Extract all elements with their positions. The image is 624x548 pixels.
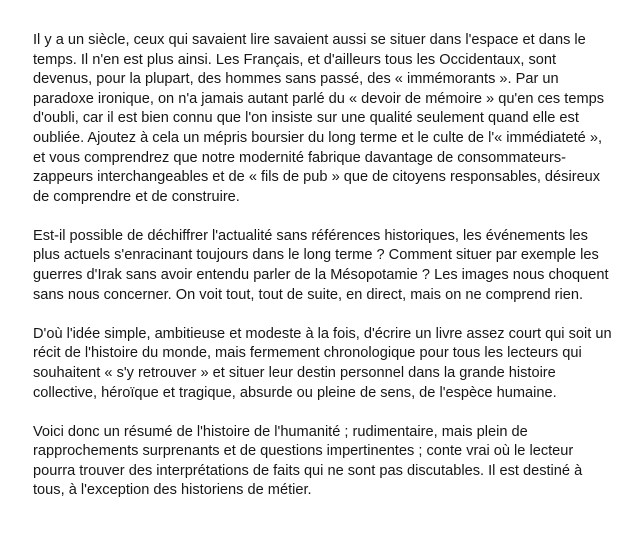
text-body	[33, 31, 615, 501]
paragraph-1: Il y a un siècle, ceux qui savaient lire savaient aussi se situer dans l'espace et dans le temps. Il n'en est plus ainsi. Les Français, et d'ailleurs tous les Occidentaux, sont devenus, pour la plupart, des hommes sans passé, des « immémorants ». Par un paradoxe ironique, on n'a jamais autant parlé du « devoir de mémoire » qu'en ces temps d'oubli, car il est bien connu que l'on insiste sur une qualité seulement quand elle est oubliée. Ajoutez à cela un mépris boursier du long terme et le culte de l'« immédiateté », et vous comprendrez que notre modernité fabrique davantage de consommateurs-zappeurs interchangeables et de « fils de pub » que de citoyens responsables, désireux de comprendre et de construire.	[33, 32, 609, 205]
paragraph-4: Voici donc un résumé de l'histoire de l'humanité ; rudimentaire, mais plein de rapprochements surprenants et de questions impertinentes ; conte vrai où le lecteur pourra trouver des interprétations de faits qui ne sont pas discutables. Il est destiné à tous, à l'exception des historiens de métier.	[33, 423, 587, 499]
paragraph-2: Est-il possible de déchiffrer l'actualité sans références historiques, les événements les plus actuels s'enracinant toujours dans le long terme ? Comment situer par exemple les guerres d'Irak sans avoir entendu parler de la Mésopotamie ? Les images nous choquent sans nous concerner. On voit tout, tout de suite, en direct, mais on ne comprend rien.	[33, 227, 613, 303]
paragraph-3: D'où l'idée simple, ambitieuse et modeste à la fois, d'écrire un livre assez court qui soit un récit de l'histoire du monde, mais fermement chronologique pour tous les lecteurs qui souhaitent « s'y retrouver » et situer leur destin personnel dans la grande histoire collective, héroïque et tragique, absurde ou pleine de sens, de l'espèce humaine.	[33, 325, 616, 401]
